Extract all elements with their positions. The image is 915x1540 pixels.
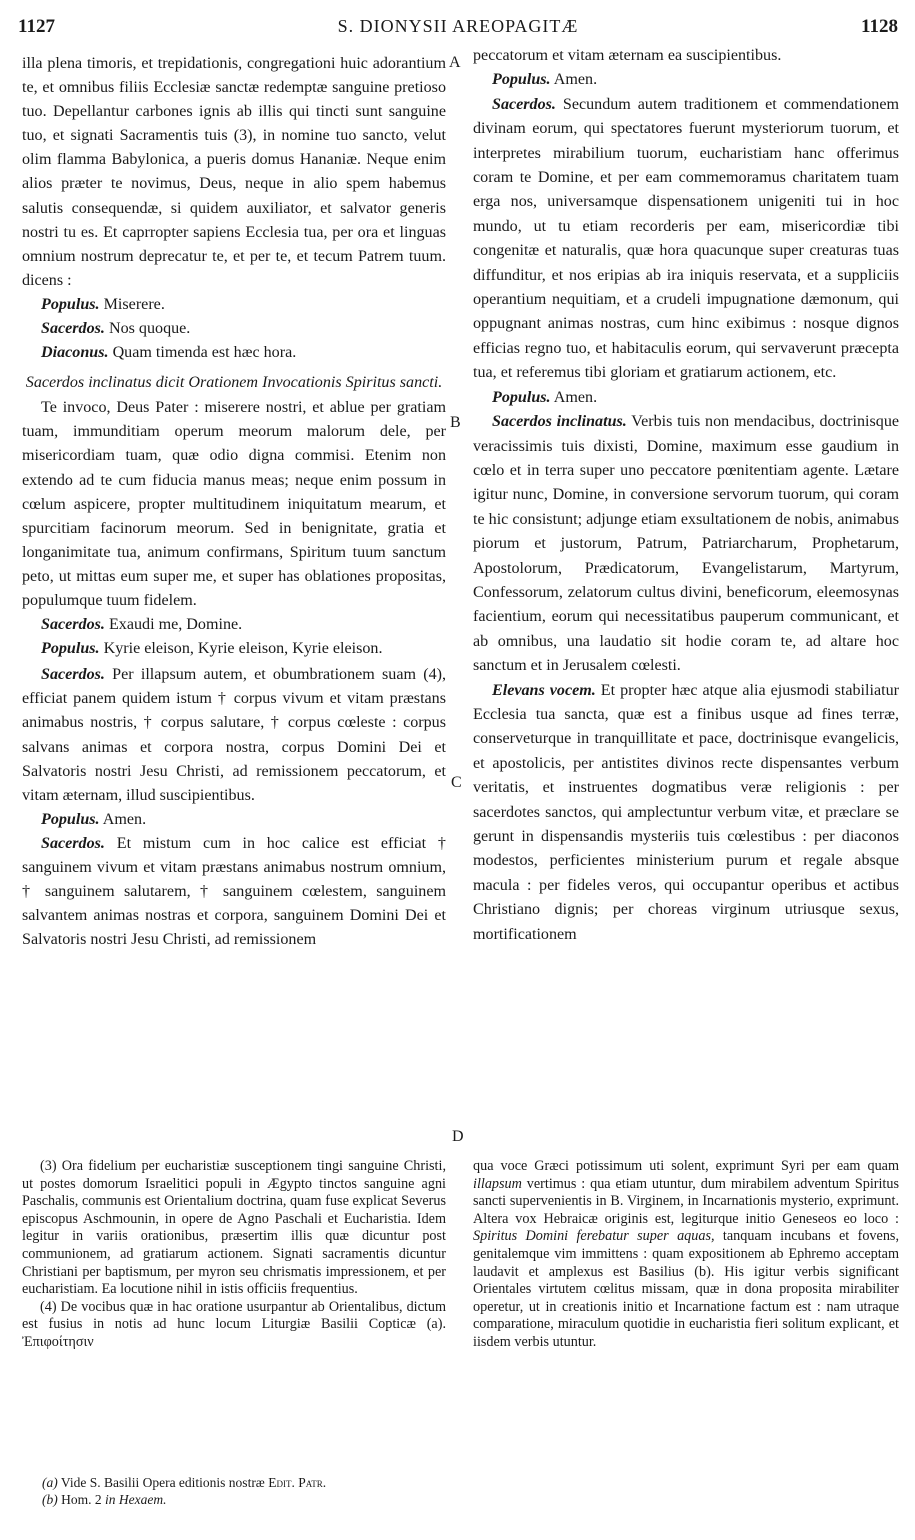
note-4: (4) De vocibus quæ in hac oratione usurpantur ab Orientalibus, dictum est fusius in notis ad hunc locum Liturgiæ Basilii Copticæ (a). Ἐπιφοίτησιν [22, 1298, 446, 1350]
notes-right-column [473, 1158, 899, 1352]
footnote-b: (b) Hom. 2 in Hexaem. [42, 1492, 167, 1507]
page-number-left: 1127 [18, 16, 55, 37]
footnotes [42, 1474, 462, 1508]
left-rubric-exaudi: Sacerdos. Exaudi me, Domine. [41, 616, 243, 634]
section-heading: Sacerdos inclinatus dicit Orationem Invocationis Spiritus sancti. [25, 374, 443, 392]
right-paragraph-traditio: Sacerdos. Secundum autem traditionem et commendationem divinam eorum, qui spectatores fuerunt mysteriorum tuorum, et interpretes mirabilium tuorum, eucharistiam hanc offerimus coram te Domine, et per eam commemoramus charitatem tuam erga nos, universamque dispensationem unigeniti tui in hoc mundo, ut tu etiam recorderis per eam, misericordiæ tibi congenitæ et naturalis, quæ hora quacunque super creaturas tuas diffunditur, et nos eripias ab ira iniquis reservata, et a suppliciis operantium nequitiam, et a crudeli impugnatione dæmonum, qui oppugnant animas nostras, cum hinc exibimus : nosque dignos efficias regno tuo, et habitaculis eorum, qui servaverunt præcepta tua, et referemus tibi gloriam et gratiarum actionem, etc. [473, 95, 899, 382]
note-4-continued: qua voce Græci potissimum uti solent, exprimunt Syri per eam quam illapsum vertimus : qua etiam utuntur, dum mirabilem adventum Spiritus sancti supervenientis in B. Virginem, in Incarnationis mysterio, exprimunt. Altera vox Hebraicæ originis est, legiturque initio Geneseos eo loco : Spiritus Domini ferebatur super aquas, tanquam incubans et fovens, genitalemque vim immittens : quam expositionem ab Ephremo acceptam laudavit et amplexus est Basilius (b). His igitur verbis significant Orientales virtutem cœlitus missam, quæ in dona proposita mirabiliter operetur, ut in creationis initio et Incarnatione factum est : nam utraque comparatione, miraculum quotidie in eucharistia fieri solitum explicant, et iisdem verbis utuntur. [473, 1158, 899, 1350]
left-paragraph-illapsum: Sacerdos. Per illapsum autem, et obumbrationem suam (4), efficiat panem quidem istum † corpus vivum et vitam præstans animabus nostris, † corpus salutare, † corpus cœleste : corpus salvans animas et corpora nostra, corpus Domini Dei et Salvatoris nostri Jesu Christi, ad remissionem peccatorum, et vitam æternam, illud suscipientibus. [22, 666, 447, 804]
left-rubric-populus: Populus. Miserere. [41, 295, 165, 313]
right-paragraph-1: peccatorum et vitam æternam ea suscipientibus. [473, 47, 782, 64]
left-paragraph-1: illa plena timoris, et trepidationis, congregationi huic adorantium te, et omnibus filiis Ecclesiæ sanctæ redemptæ sanguine pretioso tuo. Depellantur carbones ignis ab illis qui tincti sunt sanguine tuo, et signati Sacramentis tuis (3), in nomine tuo sancto, velut olim flamma Babylonica, a pueris domus Hananiæ. Neque enim alios præter te novimus, Deus, neque in alio spem habemus salutis consequendæ, si quidem auxiliator, et salvator generis nostri tu es. Et caprropter sapiens Ecclesia tua, per ora et linguas omnium nostrum deprecatur te, et per te, et tecum Patrem tuum. dicens : [22, 55, 446, 289]
page-number-right: 1128 [861, 16, 898, 37]
running-title: S. DIONYSII AREOPAGITÆ [337, 16, 579, 36]
footnote-a: (a) Vide S. Basilii Opera editionis nostræ Edit. Patr. [42, 1475, 327, 1490]
right-rubric-populus-2: Populus. Amen. [492, 388, 598, 406]
left-rubric-sacerdos: Sacerdos. Nos quoque. [41, 320, 191, 338]
right-paragraph-elevans: Elevans vocem. Et propter hæc atque alia ejusmodi stabiliatur Ecclesia tua sancta, quæ est a finibus usque ad fines terræ, conserveturque in tranquillitate et pace, doctrinisque evangelicis, et apostolicis, per antistites divinos recte dispensantes verbum veritatis, et instruentes dogmatibus veræ religionis : per sacerdotes sanctos, qui amplectuntur verbum vitæ, et præclare se gerunt in dispensandis mysteriis tuis cœlestibus : per diaconos modestos, perficientes ministerium purum et regale absque macula : per fideles veros, qui occupantur operibus et actibus Christiano dignis; per choreas virginum utriusque sexus, mortificationem [473, 681, 899, 943]
page-header [18, 8, 898, 44]
notes-left-column [22, 1158, 446, 1352]
left-rubric-kyrie: Populus. Kyrie eleison, Kyrie eleison, Kyrie eleison. [41, 640, 383, 658]
margin-letter-a: A [449, 54, 461, 71]
left-paragraph-invocation: Te invoco, Deus Pater : miserere nostri, et ablue per gratiam tuam, immunditiam operum meorum malorum dele, per misericordiam tuam, quæ odio digna commisi. Etenim non extendo ad te cum fiducia manus meas; neque enim possum in cœlum aspicere, propter multitudinem iniquitatum mearum, et spurcitiam facinorum meorum. Sed in benignitate, gratia et longanimitate tua, animum confirmans, Spiritum tuum sanctum peto, ut mittas eum super me, et super has oblationes propositas, populumque tuum fidelem. [22, 399, 446, 609]
right-column [473, 44, 899, 947]
left-rubric-diaconus: Diaconus. Quam timenda est hæc hora. [41, 344, 297, 362]
left-paragraph-calice: Sacerdos. Et mistum cum in hoc calice est efficiat † sanguinem vivum et vitam præstans animabus nostrum omnium, † sanguinem salutarem, † sanguinem cœlestem, sanguinem salvantem animas nostras et corpora, sanguinem Domini Dei et Salvatoris nostri Jesu Christi, ad remissionem [22, 834, 446, 949]
margin-letter-b: B [450, 414, 461, 431]
note-3: (3) Ora fidelium per eucharistiæ susceptionem tingi sanguine Christi, ut postes domorum Israelitici populi in Ægypto tinctos sanguine agni Paschalis, communis est Orientalium doctrina, quam fuse explicat Severus episcopus Aschmounin, in opere de Agno Paschali et Eucharistia. Idem legitur in variis orationibus, præsertim illis quæ dicuntur post communionem, ad gratiarum actionem. Signati sacramentis dicuntur Christiani per baptismum, per myron seu chrismatis impressionem, et per eucharistiam. Ea locutione nihil in istis officiis frequentius. [22, 1158, 446, 1298]
margin-letter-d: D [452, 1128, 464, 1145]
right-rubric-populus-1: Populus. Amen. [492, 71, 598, 89]
margin-letter-c: C [451, 774, 462, 791]
left-rubric-amen: Populus. Amen. [41, 810, 147, 828]
right-paragraph-inclinatus: Sacerdos inclinatus. Verbis tuis non mendacibus, doctrinisque veracissimis tuis dixisti, Domine, maximum esse gaudium in cœlo et in terra super uno peccatore pœnitentiam agente. Lætare igitur nunc, Domine, in conversione servorum tuorum, qui coram te hic consistunt; adjunge etiam exsultationem de nobis, animabus piorum et justorum, Patrum, Patriarcharum, Prophetarum, Apostolorum, Prædicatorum, Evangelistarum, Martyrum, Confessorum, zelatorum cultus divini, beneficorum, eleemosynas facientium, eorum qui necessitatibus pauperum communicant, et ab omnibus, una laudatio sit hodie coram te, ad altare hoc sanctum et in Jerusalem cœlesti. [473, 413, 900, 675]
left-column [22, 52, 446, 952]
